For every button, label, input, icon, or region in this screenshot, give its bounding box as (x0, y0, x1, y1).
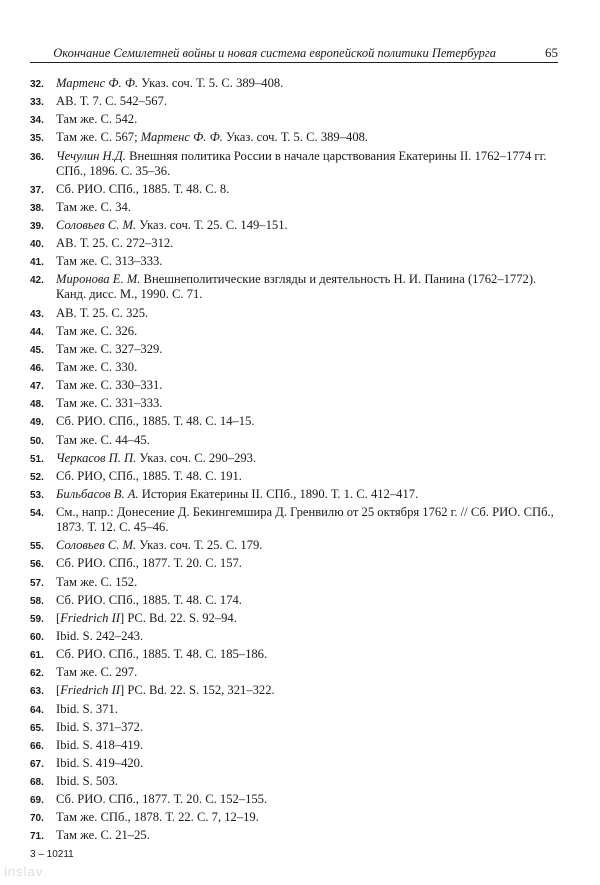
endnote-text (56, 112, 137, 126)
endnote-citation: Сб. РИО. СПб., 1885. Т. 48. С. 185–186. (56, 647, 268, 662)
endnote-text (56, 738, 143, 752)
endnote-citation: Там же. С. 313–333. (56, 254, 163, 269)
endnote (30, 702, 565, 717)
endnote (30, 254, 565, 269)
endnote-text (56, 94, 167, 108)
endnote-number: 63. (30, 686, 44, 698)
endnote-citation: Там же. С. 44–45. (56, 432, 150, 447)
endnote-citation: ] PC. Bd. 22. S. 92–94. (120, 610, 237, 625)
endnote-citation: Там же. С. 330. (56, 359, 138, 374)
endnote-number: 44. (30, 326, 44, 338)
endnote-text (56, 182, 229, 196)
endnote-author: Friedrich II (60, 683, 121, 698)
endnote-text (56, 792, 267, 806)
endnote-number: 53. (30, 489, 44, 501)
endnote-citation: АВ. Т. 7. С. 542–567. (56, 94, 168, 109)
endnote-citation: Ibid. S. 371. (56, 701, 118, 716)
endnote (30, 774, 565, 789)
endnote-number: 49. (30, 417, 44, 429)
endnote-text (56, 720, 143, 734)
endnote-text (56, 702, 118, 716)
endnote-number: 37. (30, 184, 44, 196)
endnote-citation: Там же. С. 327–329. (56, 341, 163, 356)
endnote (30, 469, 565, 484)
endnote-text (56, 575, 137, 589)
endnote-text (56, 200, 131, 214)
endnote (30, 629, 565, 644)
endnote (30, 130, 565, 145)
endnote-citation: Сб. РИО. СПб., 1877. Т. 20. С. 152–155. (56, 792, 268, 807)
endnote-citation: [ (56, 683, 61, 698)
endnote-text (56, 756, 143, 770)
page-number: 65 (545, 45, 558, 60)
endnote-text (56, 218, 288, 232)
endnote-number: 32. (30, 79, 44, 90)
endnote-number: 65. (30, 722, 44, 734)
endnote (30, 433, 565, 448)
running-title: Окончание Семилетней войны и новая система европейской политики Петербурга (53, 46, 496, 60)
endnote (30, 538, 565, 553)
endnote-citation: Внешняя политика России в начале царствования Екатерины II. 1762–1774 гг. СПб., 1896. С. 35–36. (56, 148, 547, 178)
endnote-number: 45. (30, 344, 44, 356)
running-header (30, 40, 558, 63)
endnote-text (56, 683, 275, 697)
endnote-text (56, 556, 242, 570)
endnote-text (56, 342, 162, 356)
endnote-text (56, 451, 256, 465)
endnote (30, 112, 565, 127)
endnote-citation: Там же. С. 297. (56, 665, 138, 680)
endnote-number: 34. (30, 115, 44, 127)
endnotes-list (30, 76, 565, 847)
endnote-citation: Там же. С. 331–333. (56, 396, 163, 411)
endnote-number: 39. (30, 220, 44, 232)
endnote-citation: АВ. Т. 25. С. 325. (56, 305, 149, 320)
endnote-text (56, 629, 143, 643)
endnote-number: 50. (30, 435, 44, 447)
endnote-citation: Указ. соч. С. 290–293. (136, 450, 257, 465)
endnote-citation: Указ. соч. Т. 25. С. 179. (136, 538, 263, 553)
endnote-text (56, 774, 118, 788)
endnote (30, 342, 565, 357)
endnote-number: 62. (30, 668, 44, 680)
endnote-text (56, 414, 255, 428)
endnote-text (56, 149, 546, 178)
endnote-author: Чечулин Н.Д. (56, 148, 126, 163)
endnote-citation: История Екатерины II. СПб., 1890. Т. 1. С. 412–417. (138, 486, 419, 501)
endnote (30, 792, 565, 807)
endnote-number: 36. (30, 151, 44, 163)
endnote (30, 810, 565, 825)
endnote-number: 68. (30, 777, 44, 789)
endnote-author: Friedrich II (60, 610, 121, 625)
endnote (30, 556, 565, 571)
endnote-text (56, 828, 150, 842)
endnote (30, 94, 565, 109)
endnote-text (56, 272, 536, 301)
endnote-citation: Указ. соч. Т. 5. С. 389–408. (222, 130, 369, 145)
endnote-citation: Сб. РИО. СПб., 1885. Т. 48. С. 8. (56, 181, 230, 196)
endnote-text (56, 611, 237, 625)
endnote-number: 42. (30, 275, 44, 287)
endnote-text (56, 593, 242, 607)
endnote-citation: Там же. СПб., 1878. Т. 22. С. 7, 12–19. (56, 810, 259, 825)
endnote-text (56, 469, 242, 483)
endnote-number: 61. (30, 650, 44, 662)
endnote-number: 70. (30, 813, 44, 825)
endnote-citation: Там же. С. 567; (56, 130, 141, 145)
endnote-citation: Там же. С. 542. (56, 112, 138, 127)
endnote-citation: Ibid. S. 419–420. (56, 755, 144, 770)
endnote-text (56, 396, 162, 410)
endnote (30, 756, 565, 771)
endnote (30, 720, 565, 735)
printer-signature: 3 – 10211 (30, 849, 74, 860)
endnote-text (56, 254, 162, 268)
endnote (30, 487, 565, 502)
endnote-number: 43. (30, 308, 44, 320)
endnote (30, 396, 565, 411)
endnote (30, 414, 565, 429)
endnote-number: 41. (30, 257, 44, 269)
endnote-citation: Указ. соч. Т. 25. С. 149–151. (136, 217, 288, 232)
endnote (30, 324, 565, 339)
endnote-text (56, 360, 137, 374)
endnote-text (56, 665, 137, 679)
endnote-author: Бильбасов В. А. (56, 486, 139, 501)
endnote-number: 55. (30, 541, 44, 553)
endnote-number: 52. (30, 471, 44, 483)
endnote (30, 182, 565, 197)
endnote-number: 47. (30, 381, 44, 393)
endnote-text (56, 487, 418, 501)
endnote-text (56, 538, 262, 552)
endnote-author: Мартенс Ф. Ф. (140, 130, 223, 145)
endnote-text (56, 324, 137, 338)
endnote-citation: [ (56, 610, 61, 625)
endnote-citation: АВ. Т. 25. С. 272–312. (56, 236, 174, 251)
endnote-text (56, 433, 150, 447)
endnote-number: 46. (30, 362, 44, 374)
endnote-citation: Там же. С. 330–331. (56, 378, 163, 393)
endnote-number: 54. (30, 508, 44, 520)
endnote-citation: Внешнеполитические взгляды и деятельность Н. И. Панина (1762–1772). Канд. дисс. М., 1990. С. 71. (56, 272, 537, 302)
endnote (30, 593, 565, 608)
endnote (30, 451, 565, 466)
endnote (30, 828, 565, 843)
endnote (30, 306, 565, 321)
endnote-number: 51. (30, 453, 44, 465)
endnote-number: 58. (30, 595, 44, 607)
endnote (30, 218, 565, 233)
endnote-citation: ] PC. Bd. 22. S. 152, 321–322. (120, 683, 275, 698)
endnote-number: 59. (30, 613, 44, 625)
endnote (30, 738, 565, 753)
endnote-author: Мартенс Ф. Ф. (56, 76, 139, 90)
endnote-citation: Сб. РИО. СПб., 1885. Т. 48. С. 174. (56, 592, 242, 607)
endnote-citation: Ibid. S. 503. (56, 774, 118, 789)
endnote-text (56, 306, 148, 320)
endnote-text (56, 647, 267, 661)
endnote (30, 505, 565, 535)
endnote (30, 236, 565, 251)
endnote-citation: Ibid. S. 418–419. (56, 737, 144, 752)
endnote (30, 683, 565, 698)
endnote-citation: Ibid. S. 242–243. (56, 628, 144, 643)
endnote-author: Миронова Е. М. (56, 272, 141, 287)
endnote-citation: Там же. С. 326. (56, 323, 138, 338)
endnote-citation: Там же. С. 152. (56, 574, 138, 589)
endnote-number: 40. (30, 239, 44, 251)
endnote-citation: Сб. РИО, СПб., 1885. Т. 48. С. 191. (56, 468, 242, 483)
endnote-number: 57. (30, 577, 44, 589)
endnote-number: 69. (30, 795, 44, 807)
endnote-citation: Там же. С. 34. (56, 199, 131, 214)
endnote (30, 272, 565, 302)
endnote-number: 66. (30, 740, 44, 752)
endnote (30, 149, 565, 179)
endnote-citation: Указ. соч. Т. 5. С. 389–408. (138, 76, 284, 90)
endnote-number: 33. (30, 97, 44, 109)
endnote (30, 360, 565, 375)
endnote-author: Соловьев С. М. (56, 538, 137, 553)
endnote (30, 76, 565, 91)
endnote-number: 67. (30, 758, 44, 770)
endnote (30, 575, 565, 590)
endnote-text (56, 130, 368, 144)
endnote-author: Соловьев С. М. (56, 217, 137, 232)
endnote-citation: Сб. РИО. СПб., 1877. Т. 20. С. 157. (56, 556, 242, 571)
endnote-citation: Ibid. S. 371–372. (56, 719, 144, 734)
endnote-citation: Сб. РИО. СПб., 1885. Т. 48. С. 14–15. (56, 414, 255, 429)
endnote-number: 35. (30, 133, 44, 145)
endnote (30, 378, 565, 393)
endnote-number: 60. (30, 631, 44, 643)
endnote-number: 71. (30, 831, 44, 843)
endnote-number: 64. (30, 704, 44, 716)
watermark: inslav (4, 864, 44, 879)
endnote-text (56, 505, 554, 534)
endnote-citation: Там же. С. 21–25. (56, 828, 150, 843)
endnote-text (56, 378, 162, 392)
endnote-text (56, 810, 259, 824)
endnote-text (56, 236, 173, 250)
endnote (30, 200, 565, 215)
endnote (30, 665, 565, 680)
endnote (30, 611, 565, 626)
endnote-text (56, 76, 283, 90)
endnote-number: 56. (30, 559, 44, 571)
endnote-citation: См., напр.: Донесение Д. Бекингемшира Д. Гренвилю от 25 октября 1762 г. // Сб. РИО. СПб., 1873. Т. 12. С. 45–46. (56, 505, 554, 535)
endnote-author: Черкасов П. П. (56, 450, 137, 465)
endnote (30, 647, 565, 662)
endnote-number: 48. (30, 399, 44, 411)
endnote-number: 38. (30, 202, 44, 214)
